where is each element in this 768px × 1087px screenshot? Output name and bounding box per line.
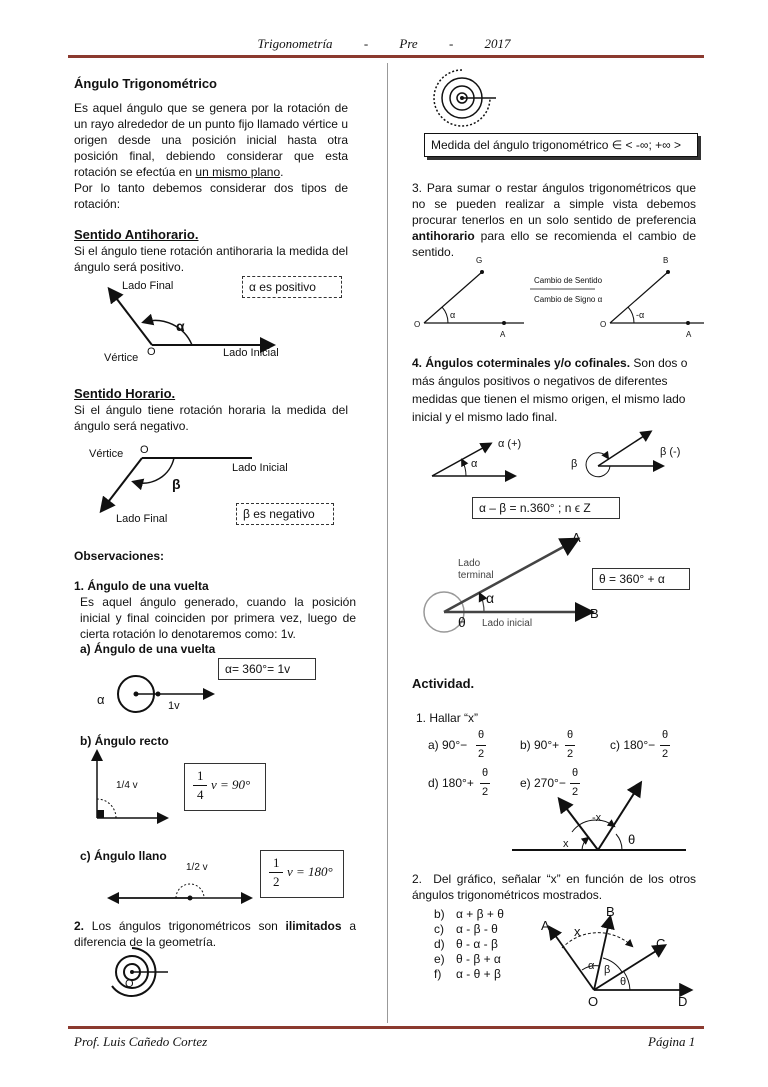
footer-author: Prof. Luis Cañedo Cortez (74, 1034, 208, 1049)
obs2-text: 2. Los ángulos trigonométricos son ilimitados a diferencia de la geometría. (74, 919, 356, 949)
label-g: G (476, 256, 483, 265)
label-a: A (500, 330, 506, 339)
frac-den: 2 (476, 745, 486, 762)
header-year: 2017 (484, 36, 511, 51)
frac-num: θ (566, 729, 574, 741)
label-change-sense: Cambio de Sentido (534, 276, 603, 285)
obs1-text: Es aquel ángulo generado, cuando la posición inicial y final coinciden por primera vez, luego de cierta rotación lo denotaremos como: 1v. (80, 595, 356, 641)
label-beta: β (571, 458, 578, 470)
label-neg-x: -x (592, 812, 602, 824)
label-c: C (656, 936, 666, 951)
option-a: a) 90°− (428, 738, 468, 752)
frac-den: 2 (565, 745, 575, 762)
frac-num: θ (661, 729, 669, 741)
label-a: A (572, 530, 581, 545)
horario-title: Sentido Horario. (74, 386, 176, 401)
beta-negative-box: β es negativo (236, 503, 334, 525)
frac-num: θ (477, 729, 485, 741)
intro-paragraph: Es aquel ángulo que se genera por la rotación de un rayo alrededor de un punto fijo llamado vértice u origen desde una posición inicial hasta otra posición final, debiendo considerar que esta rotación se efectúa en un mismo plano. (74, 101, 348, 179)
q2-option: d) θ - α - β (434, 937, 498, 951)
label-alpha: α (486, 590, 495, 606)
footer-page: Página 1 (648, 1034, 696, 1049)
label-d: D (678, 994, 688, 1009)
label-vertice: Vértice (104, 352, 139, 364)
frac-den: 2 (660, 745, 670, 762)
half-turn-box: 1 2 v = 180° (260, 850, 344, 898)
label-lado-inicial: Lado inicial (482, 618, 533, 629)
antihorario-title: Sentido Antihorario. (74, 227, 199, 242)
label-theta: θ (628, 832, 636, 847)
observaciones-title: Observaciones: (74, 549, 165, 563)
antihorario-text: Si el ángulo tiene rotación antihoraria la medida del ángulo será positivo. (74, 244, 348, 274)
label-o: O (140, 444, 149, 456)
label-x: x (574, 924, 581, 939)
frac-den: 2 (480, 783, 490, 800)
label-alpha: α (97, 692, 105, 707)
label-vertice: Vértice (89, 448, 124, 460)
label-x: x (563, 838, 569, 850)
label-half-v: 1/2 v (186, 862, 208, 873)
label-beta: β (172, 476, 181, 492)
option-e: e) 270°− (520, 776, 566, 790)
label-alpha-positive: α (+) (498, 438, 522, 450)
label-b: B (590, 606, 599, 621)
label-a: A (686, 330, 692, 339)
label-o: O (600, 320, 607, 329)
label-o: O (588, 994, 599, 1009)
label-o: O (147, 346, 156, 358)
label-1v: 1v (168, 700, 180, 712)
question2: 2. Del gráfico, señalar “x” en función de los otros ángulos trigonométricos mostrados. (412, 872, 696, 902)
header-sep: - (448, 36, 454, 51)
q2-option: b) α + β + θ (434, 907, 504, 921)
coterminal-formula-box: α – β = n.360° ; n ϵ Z (472, 497, 620, 519)
measure-box: Medida del ángulo trigonométrico ∈ < -∞; +∞ > (424, 133, 698, 157)
question1: 1. Hallar “x” (416, 711, 479, 725)
frac-num: θ (571, 767, 579, 779)
label-quarter-v: 1/4 v (116, 780, 138, 791)
label-neg-alpha: -α (636, 310, 645, 320)
actividad-title: Actividad. (412, 676, 475, 691)
label-change-sign: Cambio de Signo α (534, 295, 603, 304)
label-o: O (414, 320, 421, 329)
horario-text: Si el ángulo tiene rotación horaria la medida del ángulo será negativo. (74, 403, 348, 433)
header-level: Pre (399, 36, 418, 51)
frac-den: 2 (570, 783, 580, 800)
label-theta: θ (458, 614, 466, 630)
footer-rule (68, 1026, 704, 1029)
label-b: B (606, 904, 615, 919)
label-a: A (541, 918, 550, 933)
point4-text: 4. Ángulos coterminales y/o cofinales. Son dos o más ángulos positivos o negativos de diferentes medidas que tienen el mismo origen, el mismo lado inicial y el mismo lado final. (412, 356, 688, 424)
one-turn-box: α= 360°= 1v (218, 658, 316, 680)
alpha-positive-box: α es positivo (242, 276, 342, 298)
label-lado-final: Lado Final (116, 513, 168, 525)
theta-formula-box: θ = 360° + α (592, 568, 690, 590)
label-lado-inicial: Lado Inicial (223, 347, 279, 359)
q2-option: f) α - θ + β (434, 967, 501, 981)
label-lado: Lado (458, 558, 481, 569)
label-lado-final: Lado Final (122, 280, 174, 292)
quarter-turn-box: 1 4 v = 90° (184, 763, 266, 811)
label-lado-inicial: Lado Inicial (232, 462, 288, 474)
header-sep: - (363, 36, 369, 51)
frac-num: θ (481, 767, 489, 779)
label-b: B (663, 256, 669, 265)
option-d: d) 180°+ (428, 776, 474, 790)
point3-text: 3. Para sumar o restar ángulos trigonométricos que no se pueden realizar a simple vista debemos procurar tenerlos en un solo sentido de preferencia antihorario para ello se recomienda el cambio de sentido. (412, 181, 696, 259)
option-b: b) 90°+ (520, 738, 560, 752)
label-alpha: α (176, 318, 185, 334)
label-alpha: α (588, 960, 595, 972)
header-title: Trigonometría (257, 36, 333, 51)
q2-option: e) θ - β + α (434, 952, 501, 966)
label-beta: β (604, 964, 611, 976)
label-o: O (125, 978, 134, 990)
label-terminal: terminal (458, 570, 494, 581)
label-theta: θ (620, 976, 627, 988)
obs1c-title: c) Ángulo llano (80, 849, 167, 863)
obs1-title: 1. Ángulo de una vuelta (74, 579, 209, 593)
obs1a-title: a) Ángulo de una vuelta (80, 642, 216, 656)
intro-paragraph-2: Por lo tanto debemos considerar dos tipos de rotación: (74, 181, 348, 211)
label-alpha: α (450, 310, 456, 320)
q2-option: c) α - β - θ (434, 922, 498, 936)
label-beta-negative: β (-) (660, 446, 681, 458)
option-c: c) 180°− (610, 738, 656, 752)
obs1b-title: b) Ángulo recto (80, 734, 169, 748)
section-title: Ángulo Trigonométrico (74, 76, 217, 91)
label-alpha: α (471, 458, 478, 470)
